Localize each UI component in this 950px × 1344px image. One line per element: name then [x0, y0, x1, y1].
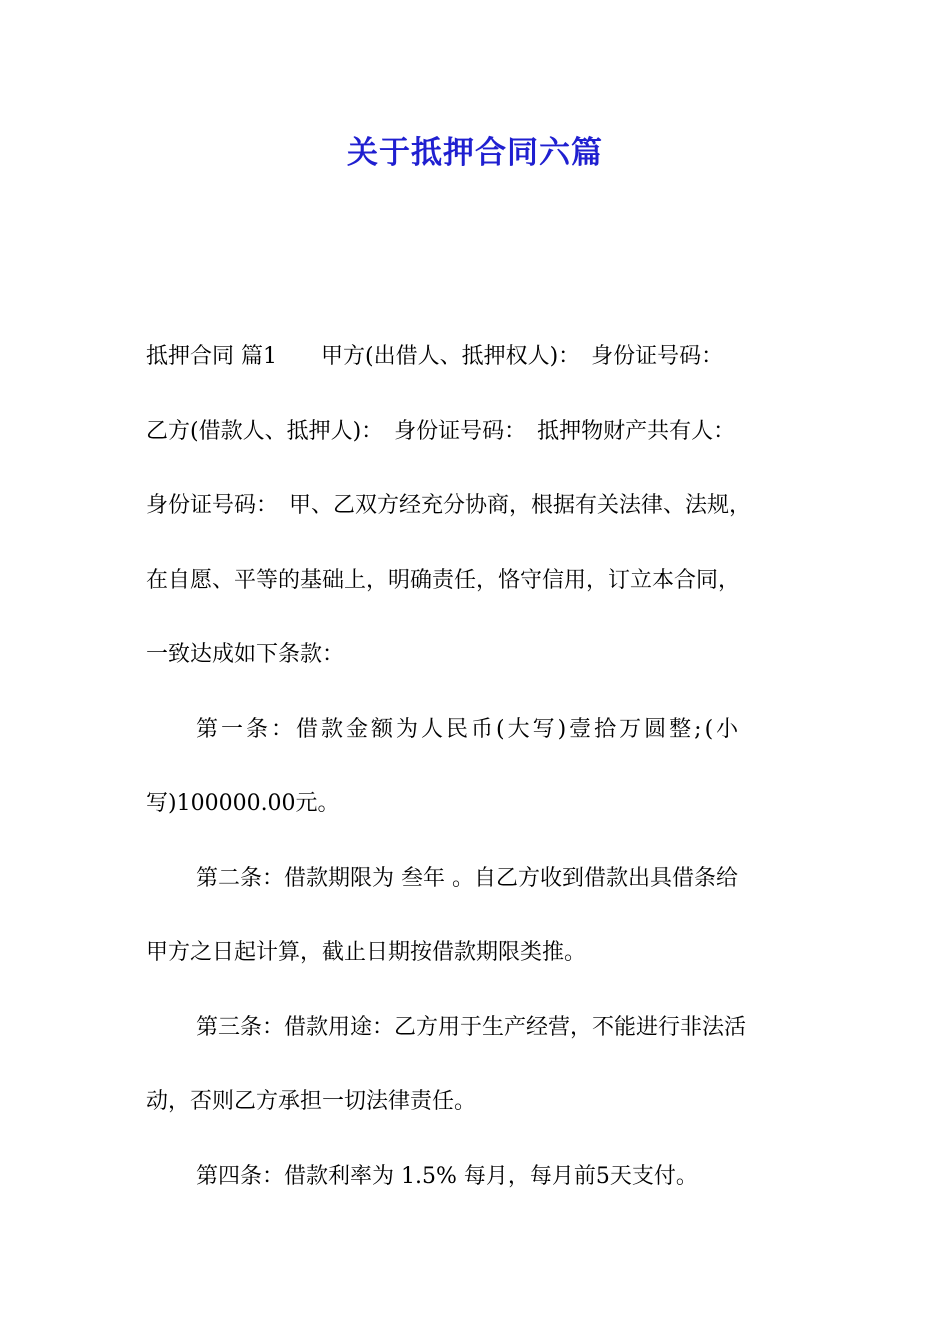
text-line-6: 第一条：借款金额为人民币(大写)壹拾万圆整;(小 [196, 716, 742, 742]
text-line-2: 乙方(借款人、抵押人)： 身份证号码： 抵押物财产共有人： [146, 418, 736, 444]
document-title: 关于抵押合同六篇 [347, 135, 603, 171]
text-line-8: 第二条：借款期限为 叁年 。自乙方收到借款出具借条给 [196, 865, 738, 891]
text-line-7: 写)100000.00元。 [146, 791, 340, 816]
text-line-1: 抵押合同 篇1 甲方(出借人、抵押权人)： 身份证号码： [146, 344, 724, 369]
text-line-5: 一致达成如下条款： [146, 642, 345, 667]
text-line-4: 在自愿、平等的基础上，明确责任，恪守信用，订立本合同， [146, 567, 741, 593]
text-line-11: 动，否则乙方承担一切法律责任。 [146, 1089, 477, 1114]
text-line-3: 身份证号码： 甲、乙双方经充分协商，根据有关法律、法规， [146, 493, 752, 518]
text-line-9: 甲方之日起计算，截止日期按借款期限类推。 [146, 940, 587, 965]
document-body [146, 320, 806, 1214]
text-line-10: 第三条：借款用途：乙方用于生产经营，不能进行非法活 [196, 1014, 747, 1040]
text-line-12: 第四条：借款利率为 1.5% 每月，每月前5天支付。 [196, 1163, 698, 1189]
